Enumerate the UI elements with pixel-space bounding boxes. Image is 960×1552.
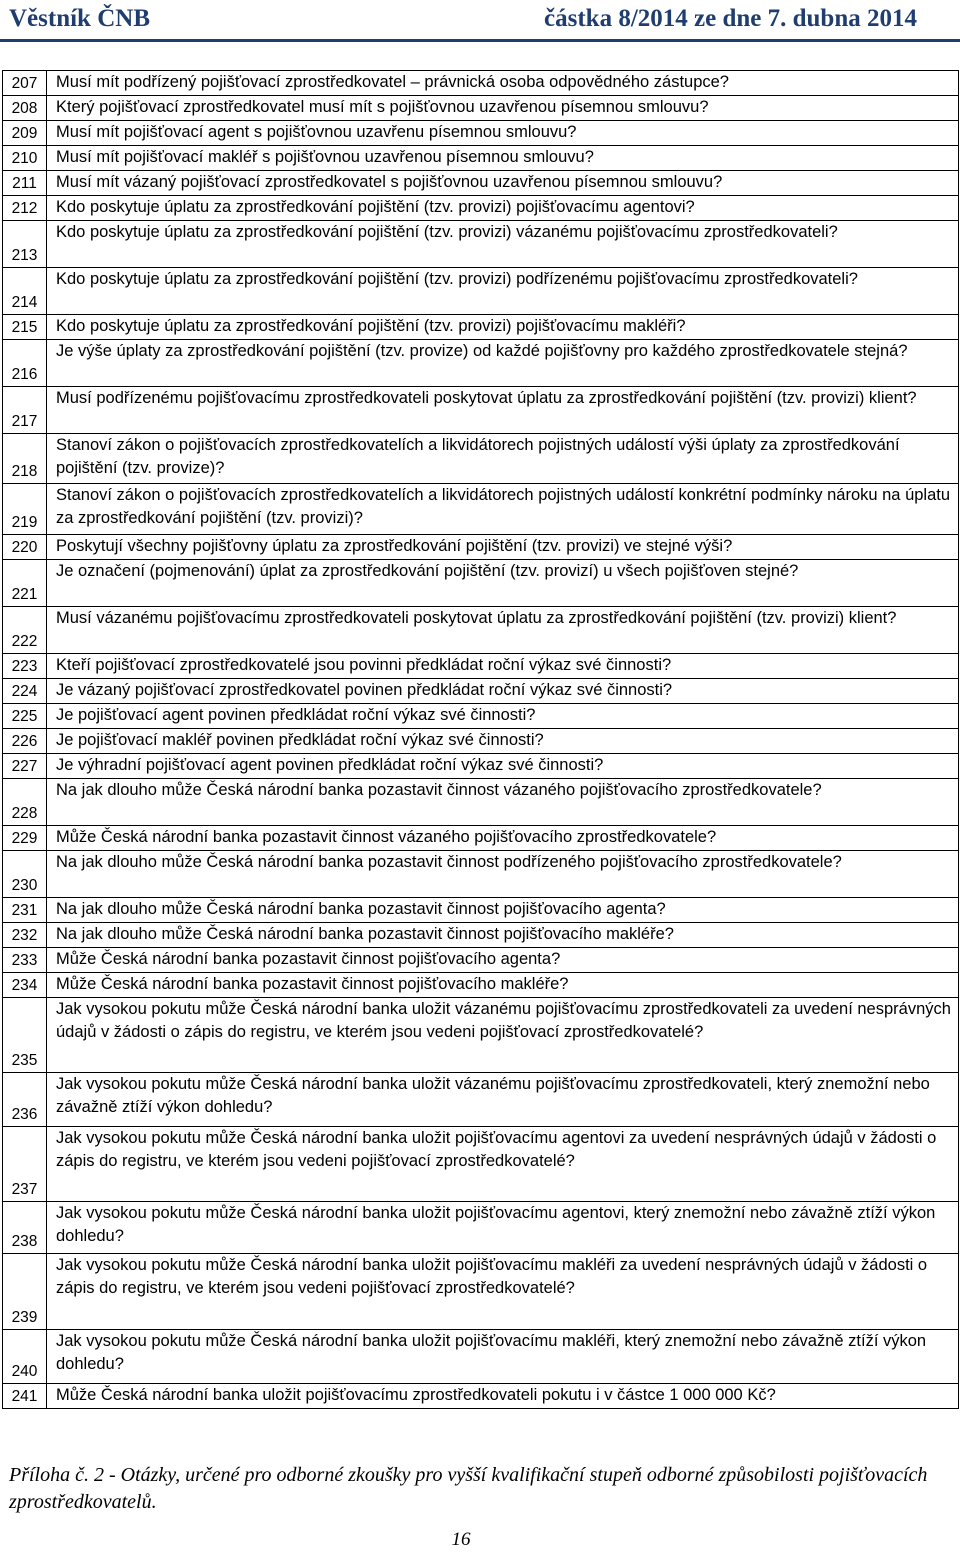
question-text: Na jak dlouho může Česká národní banka pozastavit činnost pojišťovacího agenta? [47,898,959,923]
table-row [3,973,959,998]
question-text: Kdo poskytuje úplatu za zprostředkování pojištění (tzv. provizi) vázanému pojišťovacímu zprostředkovateli? [47,221,959,268]
question-number: 227 [3,754,47,779]
question-text: Poskytují všechny pojišťovny úplatu za zprostředkování pojištění (tzv. provizi) ve stejné výši? [47,535,959,560]
question-number: 214 [3,268,47,315]
table-row [3,387,959,434]
table-row [3,1073,959,1127]
question-text: Je výhradní pojišťovací agent povinen předkládat roční výkaz své činnosti? [47,754,959,779]
table-row [3,779,959,826]
question-number: 216 [3,340,47,387]
table-row [3,754,959,779]
header-divider [0,39,960,42]
table-row [3,948,959,973]
table-row [3,560,959,607]
table-row [3,729,959,754]
question-text: Je pojišťovací agent povinen předkládat roční výkaz své činnosti? [47,704,959,729]
question-text: Na jak dlouho může Česká národní banka pozastavit činnost podřízeného pojišťovacího zprostředkovatele? [47,851,959,898]
question-text: Musí mít vázaný pojišťovací zprostředkovatel s pojišťovnou uzavřenou písemnou smlouvu? [47,171,959,196]
page-header [0,0,960,40]
table-row [3,1254,959,1330]
question-number: 237 [3,1127,47,1202]
table-row [3,1384,959,1409]
question-text: Jak vysokou pokutu může Česká národní banka uložit pojišťovacímu makléři, který znemožní nebo závažně ztíží výkon dohledu? [47,1330,959,1384]
question-number: 239 [3,1254,47,1330]
question-text: Kteří pojišťovací zprostředkovatelé jsou povinni předkládat roční výkaz své činnosti? [47,654,959,679]
question-number: 222 [3,607,47,654]
table-row [3,654,959,679]
question-text: Kdo poskytuje úplatu za zprostředkování pojištění (tzv. provizi) podřízenému pojišťovacímu zprostředkovateli? [47,268,959,315]
question-number: 226 [3,729,47,754]
question-number: 232 [3,923,47,948]
question-number: 223 [3,654,47,679]
table-row [3,434,959,484]
question-number: 219 [3,484,47,535]
question-text: Kdo poskytuje úplatu za zprostředkování pojištění (tzv. provizi) pojišťovacímu makléři? [47,315,959,340]
table-row [3,826,959,851]
question-number: 212 [3,196,47,221]
question-number: 234 [3,973,47,998]
question-number: 210 [3,146,47,171]
question-number: 220 [3,535,47,560]
question-text: Je pojišťovací makléř povinen předkládat roční výkaz své činnosti? [47,729,959,754]
appendix-caption: Příloha č. 2 - Otázky, určené pro odborné zkoušky pro vyšší kvalifikační stupeň odborné způsobilosti pojišťovacích zprostředkovatelů. [9,1464,928,1513]
table-row [3,171,959,196]
table-row [3,1330,959,1384]
question-text: Na jak dlouho může Česká národní banka pozastavit činnost vázaného pojišťovacího zprostředkovatele? [47,779,959,826]
question-number: 213 [3,221,47,268]
table-row [3,196,959,221]
table-row [3,146,959,171]
question-number: 230 [3,851,47,898]
question-number: 218 [3,434,47,484]
table-row [3,898,959,923]
question-text: Který pojišťovací zprostředkovatel musí mít s pojišťovnou uzavřenou písemnou smlouvu? [47,96,959,121]
question-number: 224 [3,679,47,704]
question-number: 225 [3,704,47,729]
table-row [3,607,959,654]
question-number: 231 [3,898,47,923]
question-text: Je vázaný pojišťovací zprostředkovatel povinen předkládat roční výkaz své činnosti? [47,679,959,704]
question-number: 241 [3,1384,47,1409]
question-number: 217 [3,387,47,434]
table-row [3,704,959,729]
table-row [3,221,959,268]
question-number: 207 [3,71,47,96]
question-number: 238 [3,1202,47,1254]
question-number: 229 [3,826,47,851]
question-text: Jak vysokou pokutu může Česká národní banka uložit pojišťovacímu makléři za uvedení nesprávných údajů v žádosti o zápis do registru, ve kterém jsou vedeni pojišťovací zprostředkovatelé? [47,1254,959,1330]
table-row [3,1127,959,1202]
table-row [3,998,959,1073]
question-text: Na jak dlouho může Česká národní banka pozastavit činnost pojišťovacího makléře? [47,923,959,948]
question-text: Musí mít pojišťovací agent s pojišťovnou uzavřenu písemnou smlouvu? [47,121,959,146]
table-row [3,96,959,121]
page-number: 16 [451,1529,471,1550]
question-number: 211 [3,171,47,196]
question-text: Musí mít podřízený pojišťovací zprostředkovatel – právnická osoba odpovědného zástupce? [47,71,959,96]
table-row [3,679,959,704]
question-text: Musí vázanému pojišťovacímu zprostředkovateli poskytovat úplatu za zprostředkování pojištění (tzv. provizi) klient? [47,607,959,654]
table-row [3,268,959,315]
table-row [3,315,959,340]
question-number: 235 [3,998,47,1073]
table-row [3,1202,959,1254]
question-text: Jak vysokou pokutu může Česká národní banka uložit vázanému pojišťovacímu zprostředkovateli, který znemožní nebo závažně ztíží výkon dohledu? [47,1073,959,1127]
question-text: Může Česká národní banka uložit pojišťovacímu zprostředkovateli pokutu i v částce 1 000 000 Kč? [47,1384,959,1409]
question-text: Jak vysokou pokutu může Česká národní banka uložit pojišťovacímu agentovi za uvedení nesprávných údajů v žádosti o zápis do registru, ve kterém jsou vedeni pojišťovací zprostředkovatelé? [47,1127,959,1202]
question-text: Stanoví zákon o pojišťovacích zprostředkovatelích a likvidátorech pojistných událostí konkrétní podmínky nároku na úplatu za zprostředkování pojištění (tzv. provizi)? [47,484,959,535]
question-text: Stanoví zákon o pojišťovacích zprostředkovatelích a likvidátorech pojistných událostí výši úplaty za zprostředkování pojištění (tzv. provize)? [47,434,959,484]
question-text: Jak vysokou pokutu může Česká národní banka uložit pojišťovacímu agentovi, který znemožní nebo závažně ztíží výkon dohledu? [47,1202,959,1254]
question-text: Může Česká národní banka pozastavit činnost pojišťovacího agenta? [47,948,959,973]
table-row [3,851,959,898]
table-row [3,484,959,535]
question-number: 208 [3,96,47,121]
question-number: 233 [3,948,47,973]
question-number: 236 [3,1073,47,1127]
question-text: Je výše úplaty za zprostředkování pojištění (tzv. provize) od každé pojišťovny pro každého zprostředkovatele stejná? [47,340,959,387]
table-row [3,923,959,948]
question-number: 240 [3,1330,47,1384]
question-text: Kdo poskytuje úplatu za zprostředkování pojištění (tzv. provizi) pojišťovacímu agentovi? [47,196,959,221]
table-row [3,121,959,146]
question-number: 228 [3,779,47,826]
journal-title: Věstník ČNB [9,5,150,32]
issue-info: částka 8/2014 ze dne 7. dubna 2014 [544,5,917,32]
question-text: Je označení (pojmenování) úplat za zprostředkování pojištění (tzv. provizí) u všech pojišťoven stejné? [47,560,959,607]
question-text: Jak vysokou pokutu může Česká národní banka uložit vázanému pojišťovacímu zprostředkovateli za uvedení nesprávných údajů v žádosti o zápis do registru, ve kterém jsou vedeni pojišťovací zprostředkovatelé? [47,998,959,1073]
table-row [3,535,959,560]
question-text: Musí mít pojišťovací makléř s pojišťovnou uzavřenou písemnou smlouvu? [47,146,959,171]
table-row [3,340,959,387]
question-text: Musí podřízenému pojišťovacímu zprostředkovateli poskytovat úplatu za zprostředkování pojištění (tzv. provizi) klient? [47,387,959,434]
question-text: Může Česká národní banka pozastavit činnost vázaného pojišťovacího zprostředkovatele? [47,826,959,851]
questions-table [2,70,959,1409]
question-text: Může Česká národní banka pozastavit činnost pojišťovacího makléře? [47,973,959,998]
question-number: 209 [3,121,47,146]
table-row [3,71,959,96]
question-number: 221 [3,560,47,607]
question-number: 215 [3,315,47,340]
